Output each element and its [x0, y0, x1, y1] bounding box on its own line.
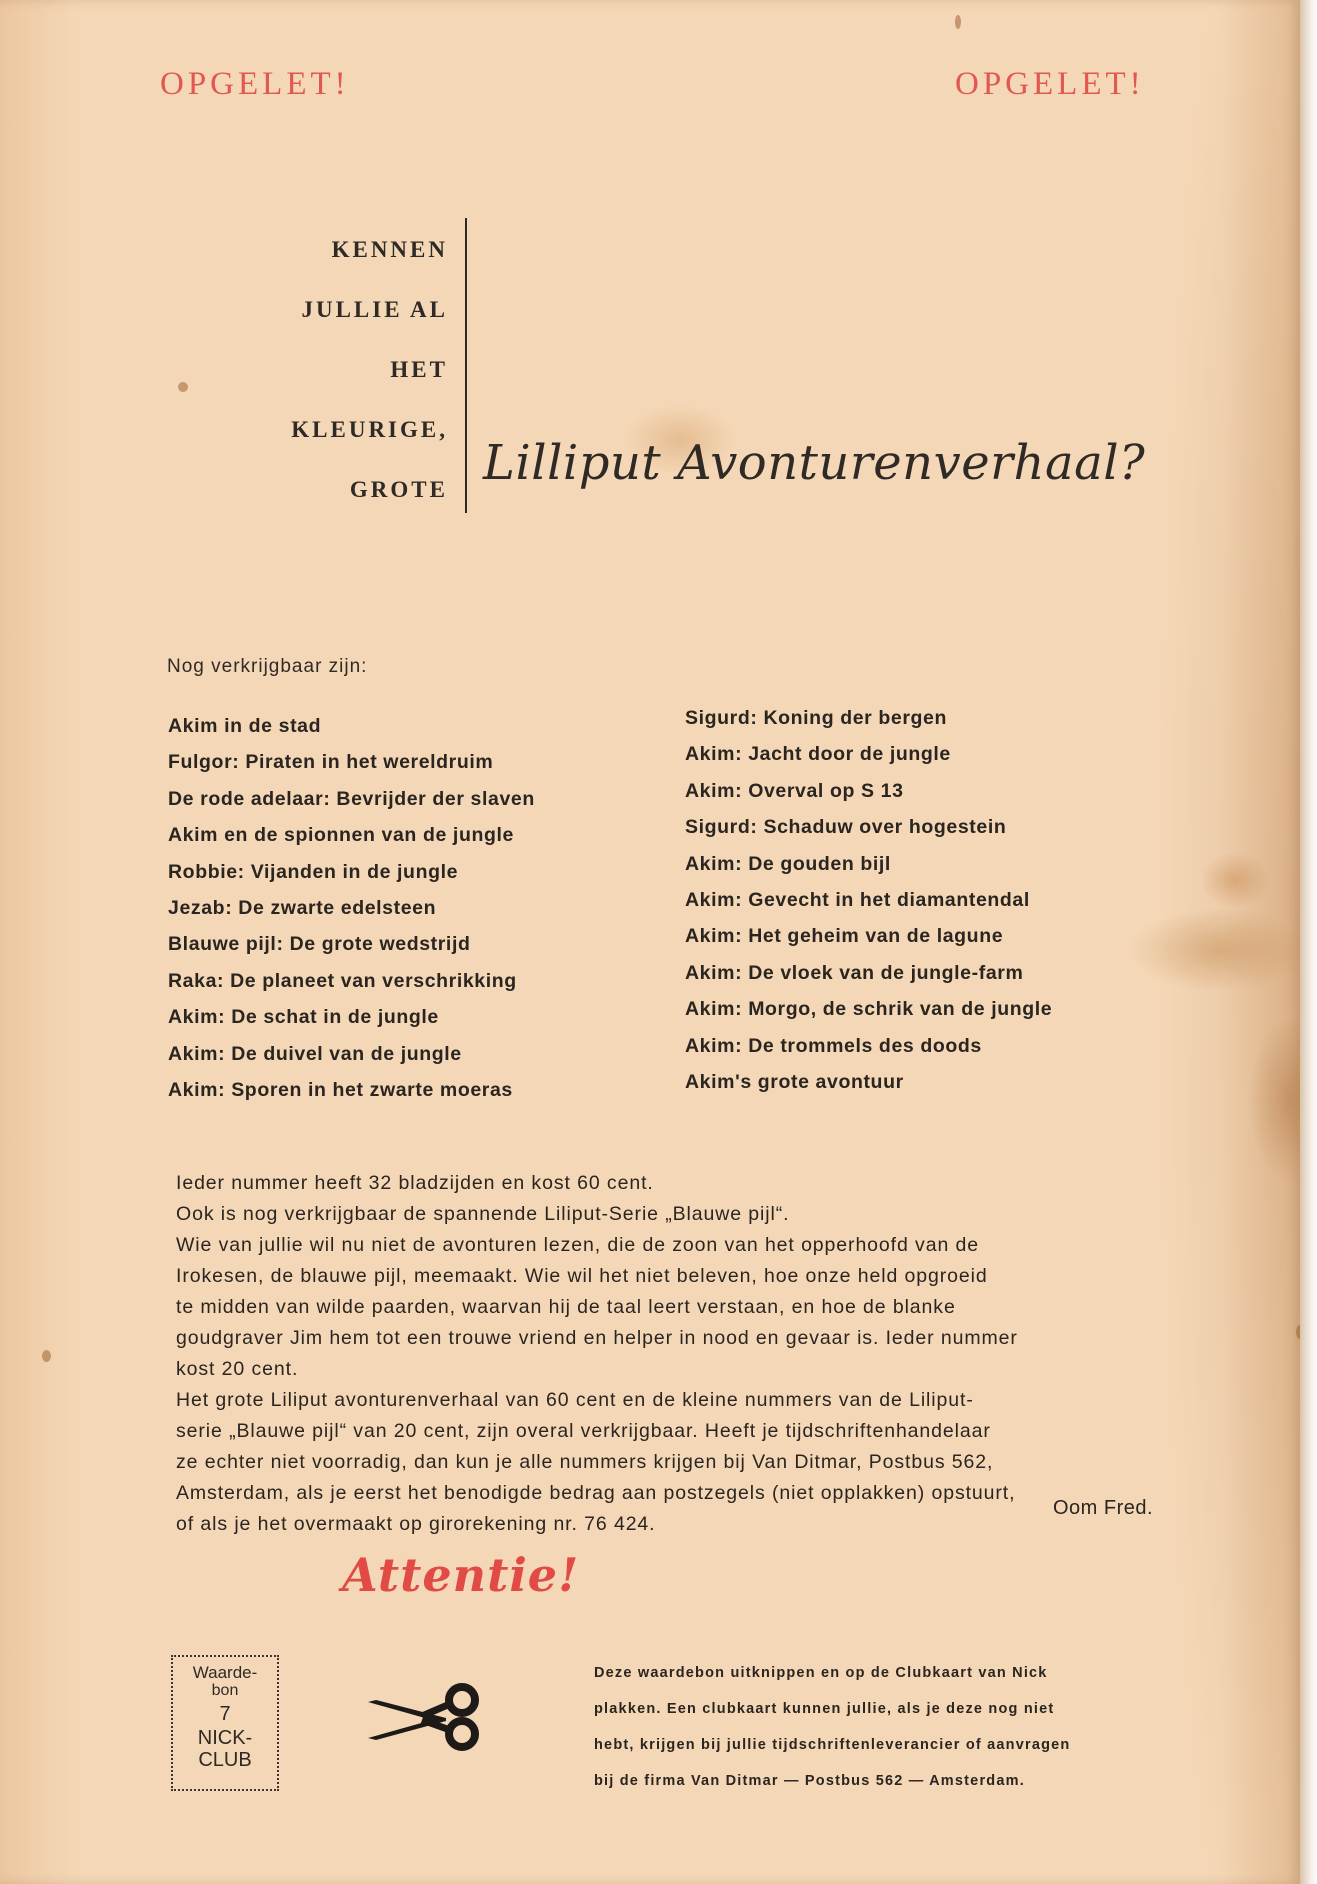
coupon-club: CLUB: [198, 1749, 252, 1771]
title-item: Sigurd: Schaduw over hogestein: [685, 816, 1007, 839]
title-item: Fulgor: Piraten in het wereldruim: [168, 751, 494, 774]
opgelet-right-heading: OPGELET!: [955, 66, 1145, 102]
body-line: kost 20 cent.: [176, 1358, 299, 1380]
club-line: Deze waardebon uitknippen en op de Clubkaart van Nick: [594, 1665, 1048, 1681]
body-line: te midden van wilde paarden, waarvan hij de taal leert verstaan, en hoe de blanke: [176, 1296, 956, 1318]
title-item: Akim: Overval op S 13: [685, 779, 904, 802]
page-edge: [1300, 0, 1317, 1884]
title-item: Blauwe pijl: De grote wedstrijd: [168, 933, 471, 956]
title-item: Akim: De schat in de jungle: [168, 1006, 439, 1029]
intro-line: GROTE: [349, 477, 448, 502]
title-item: Akim: Gevecht in het diamantendal: [685, 888, 1030, 911]
opgelet-left-heading: OPGELET!: [160, 66, 350, 102]
coupon-club: NICK-: [197, 1727, 253, 1749]
titles-left-column: [168, 708, 535, 1108]
body-line: Irokesen, de blauwe pijl, meemaakt. Wie wil het niet beleven, hoe onze held opgroeid: [176, 1265, 988, 1287]
waardebon-coupon: [171, 1655, 279, 1791]
title-item: Akim: Sporen in het zwarte moeras: [168, 1078, 513, 1101]
coupon-number: 7: [219, 1703, 231, 1725]
intro-line: HET: [390, 357, 448, 382]
intro-question: [240, 220, 448, 520]
body-line: ze echter niet voorradig, dan kun je alle nummers krijgen bij Van Ditmar, Postbus 562,: [176, 1451, 994, 1473]
available-heading: Nog verkrijgbaar zijn:: [167, 656, 368, 677]
title-item: Jezab: De zwarte edelsteen: [168, 896, 437, 919]
title-item: Akim: Jacht door de jungle: [685, 743, 951, 766]
divider-line: [465, 218, 467, 513]
title-item: Akim in de stad: [168, 715, 322, 737]
club-instructions: [594, 1655, 1184, 1799]
title-item: Sigurd: Koning der bergen: [685, 707, 947, 729]
stain-mark: [955, 15, 961, 29]
title-item: Akim: De duivel van de jungle: [168, 1042, 462, 1065]
intro-line: JULLIE AL: [301, 297, 448, 322]
intro-line: KENNEN: [331, 237, 448, 262]
lilliput-title: Lilliput Avonturenverhaal?: [483, 435, 1146, 491]
title-item: Robbie: Vijanden in de jungle: [168, 860, 459, 883]
club-line: hebt, krijgen bij jullie tijdschriftenleverancier of aanvragen: [594, 1737, 1071, 1753]
title-item: Akim's grote avontuur: [685, 1070, 904, 1093]
scissors-icon: [362, 1680, 492, 1752]
body-line: of als je het overmaakt op girorekening nr. 76 424.: [176, 1513, 656, 1535]
title-item: Akim: Het geheim van de lagune: [685, 925, 1004, 948]
attentie-heading: Attentie!: [342, 1548, 580, 1602]
title-item: Akim: De gouden bijl: [685, 852, 891, 875]
titles-right-column: [685, 700, 1052, 1100]
body-line: goudgraver Jim hem tot een trouwe vriend en helper in nood en gevaar is. Ieder nummer: [176, 1327, 1018, 1349]
stain-mark: [42, 1350, 51, 1362]
body-paragraph: [176, 1168, 1168, 1540]
title-item: Akim en de spionnen van de jungle: [168, 824, 514, 847]
body-line: Wie van jullie wil nu niet de avonturen lezen, die de zoon van het opperhoofd van de: [176, 1234, 980, 1256]
title-item: De rode adelaar: Bevrijder der slaven: [168, 787, 535, 810]
body-line: Ook is nog verkrijgbaar de spannende Liliput-Serie „Blauwe pijl“.: [176, 1203, 790, 1225]
body-line: Ieder nummer heeft 32 bladzijden en kost 60 cent.: [176, 1172, 654, 1194]
signature: Oom Fred.: [1053, 1497, 1154, 1519]
title-item: Akim: De trommels des doods: [685, 1034, 982, 1057]
coupon-line: Waarde-: [192, 1663, 258, 1682]
title-item: Raka: De planeet van verschrikking: [168, 969, 517, 992]
body-line: Het grote Liliput avonturenverhaal van 60 cent en de kleine nummers van de Liliput-: [176, 1389, 974, 1411]
stain-mark: [178, 382, 188, 392]
body-line: serie „Blauwe pijl“ van 20 cent, zijn overal verkrijgbaar. Heeft je tijdschriftenhandelaar: [176, 1420, 991, 1442]
club-line: plakken. Een clubkaart kunnen jullie, als je deze nog niet: [594, 1701, 1055, 1717]
title-item: Akim: De vloek van de jungle-farm: [685, 961, 1024, 984]
body-line: Amsterdam, als je eerst het benodigde bedrag aan postzegels (niet opplakken) opstuurt,: [176, 1482, 1016, 1504]
title-item: Akim: Morgo, de schrik van de jungle: [685, 998, 1053, 1021]
coupon-line: bon: [211, 1682, 239, 1699]
club-line: bij de firma Van Ditmar — Postbus 562 — Amsterdam.: [594, 1773, 1025, 1789]
intro-line: KLEURIGE,: [291, 417, 448, 442]
